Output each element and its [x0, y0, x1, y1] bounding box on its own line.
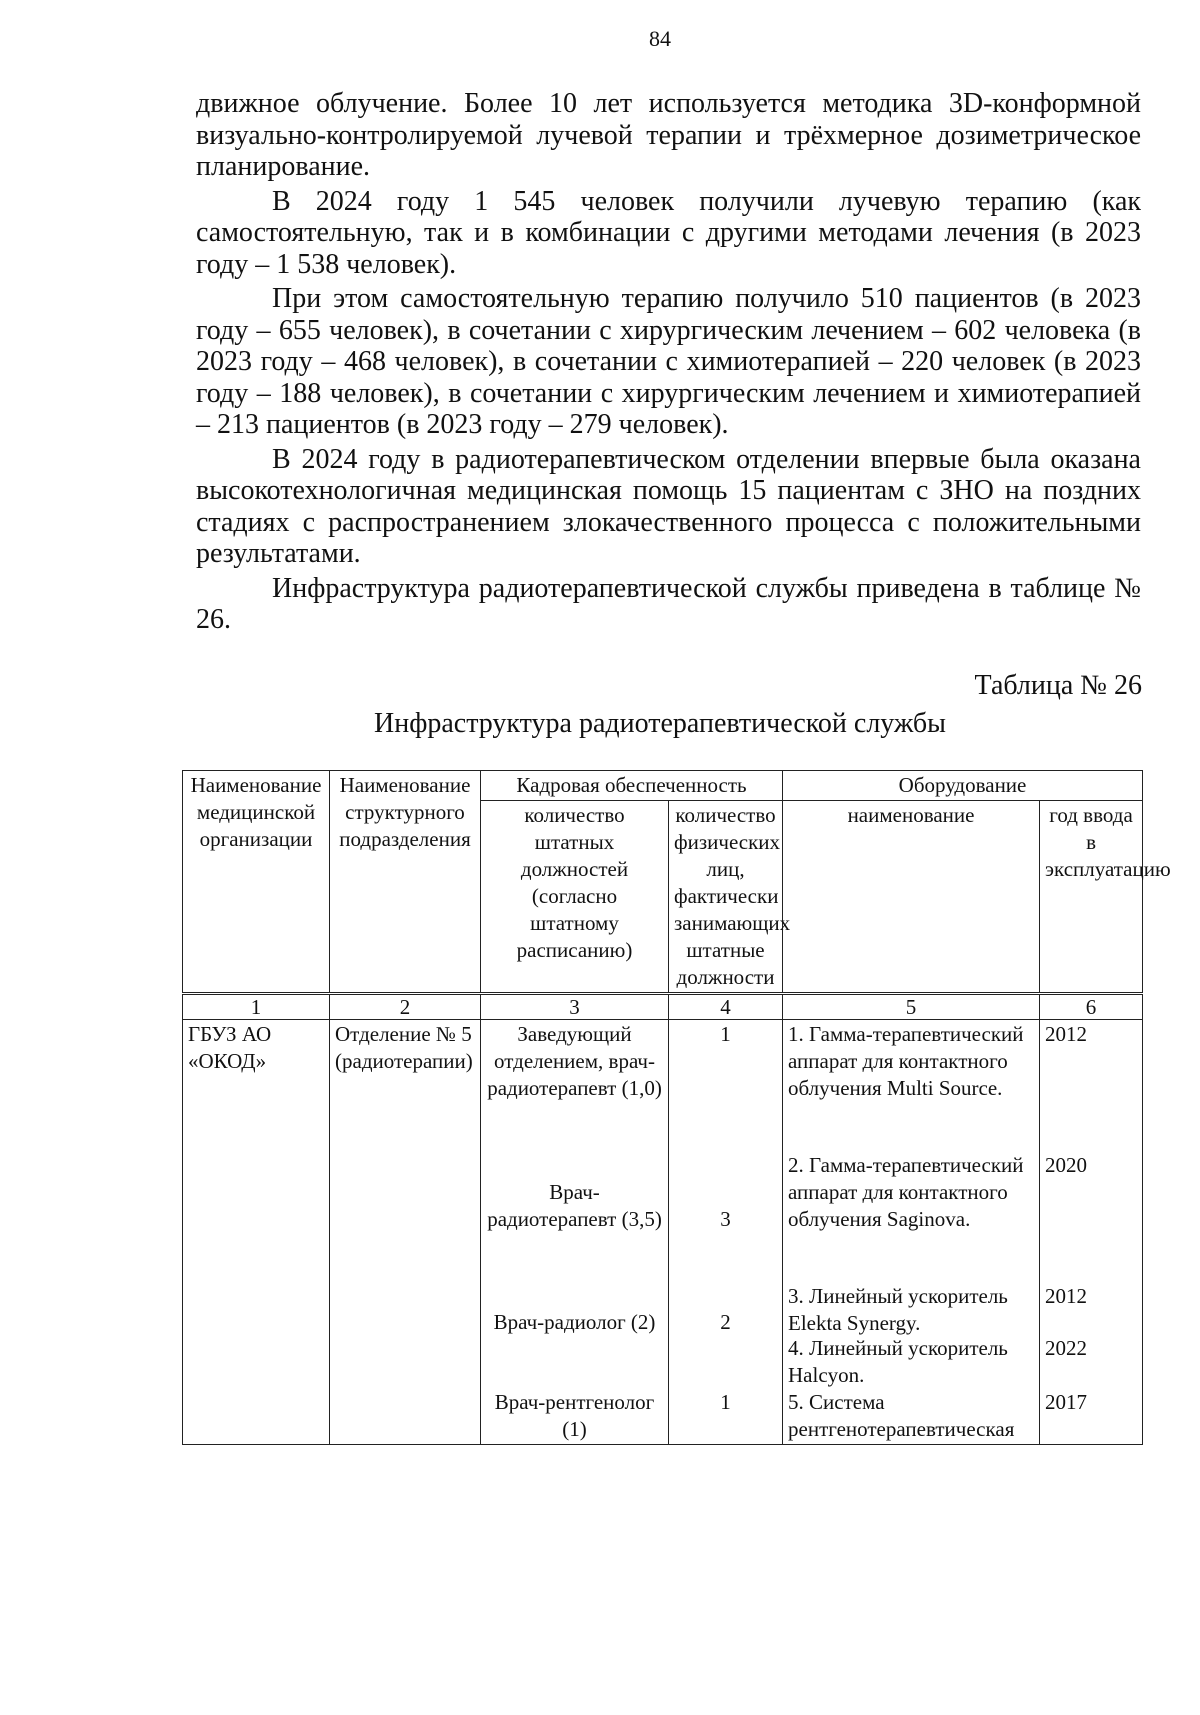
column-number: 4 — [669, 994, 783, 1020]
staff-position: Врач-радиолог (2) — [493, 1310, 656, 1334]
equipment-year: 2020 — [1045, 1153, 1088, 1177]
infrastructure-table — [182, 770, 1171, 1445]
table-title: Инфраструктура радиотерапевтической службы — [374, 708, 946, 739]
column-number: 1 — [183, 994, 330, 1020]
equipment-year: 2022 — [1045, 1336, 1088, 1360]
equipment-year: 2012 — [1045, 1284, 1088, 1308]
column-number: 3 — [481, 994, 669, 1020]
staff-position: Врач-радиотерапевт (3,5) — [487, 1180, 662, 1231]
equipment-name-cell — [783, 1020, 1040, 1445]
equipment-year-cell — [1040, 1020, 1143, 1445]
equipment-item: 5. Система рентгенотерапевтическая — [788, 1390, 1015, 1441]
paragraph: В 2024 году 1 545 человек получили лучевую терапию (как самостоятельную, так и в комбинации с другими методами лечения (в 2023 году – 1 538 человек). — [196, 185, 1141, 280]
staff-positions-cell — [481, 1020, 669, 1445]
staff-count: 2 — [720, 1310, 731, 1334]
table-row — [183, 1020, 1143, 1445]
equipment-item: 3. Линейный ускоритель Elekta Synergy. — [788, 1284, 1008, 1335]
equipment-year: 2012 — [1045, 1022, 1088, 1046]
page-number: 84 — [649, 26, 671, 51]
header-org: Наименование медицинской организации — [183, 771, 330, 994]
body-text — [196, 88, 1141, 639]
staff-count-cell — [669, 1020, 783, 1445]
header-equipment-name: наименование — [783, 801, 1040, 994]
table-number: Таблица № 26 — [974, 670, 1142, 701]
infrastructure-table-container — [182, 770, 1171, 1445]
paragraph: Инфраструктура радиотерапевтической службы приведена в таблице № 26. — [196, 572, 1141, 635]
header-staff-positions: количество штатных должностей (согласно штатному расписанию) — [481, 801, 669, 994]
header-unit: Наименование структурного подразделения — [330, 771, 481, 994]
header-staff-people: количество физических лиц, фактически занимающих штатные должности — [669, 801, 783, 994]
column-number-row — [183, 994, 1143, 1020]
staff-count: 1 — [720, 1022, 731, 1046]
equipment-item: 1. Гамма-терапевтический аппарат для контактного облучения Multi Source. — [788, 1022, 1024, 1100]
paragraph: При этом самостоятельную терапию получило 510 пациентов (в 2023 году – 655 человек), в сочетании с хирургическим лечением – 602 человека (в 2023 году – 468 человек), в сочетании с химиотерапией – 220 человек (в 2023 году – 188 человек), в сочетании с хирургическим лечением и химиотерапией – 213 пациентов (в 2023 году – 279 человек). — [196, 283, 1141, 440]
staff-position: Заведующий отделением, врач-радиотерапевт (1,0) — [487, 1022, 662, 1100]
staff-count: 1 — [720, 1390, 731, 1414]
column-number: 6 — [1040, 994, 1143, 1020]
equipment-item: 4. Линейный ускоритель Halcyon. — [788, 1336, 1008, 1387]
header-staff-group: Кадровая обеспеченность — [481, 771, 783, 801]
org-cell: ГБУЗ АО «ОКОД» — [183, 1020, 330, 1445]
header-equipment-year: год ввода в эксплуатацию — [1040, 801, 1143, 994]
header-equipment-group: Оборудование — [783, 771, 1143, 801]
staff-count: 3 — [720, 1207, 731, 1231]
unit-cell: Отделение № 5 (радиотерапии) — [330, 1020, 481, 1445]
staff-position: Врач-рентгенолог (1) — [494, 1390, 655, 1441]
paragraph: В 2024 году в радиотерапевтическом отделении впервые была оказана высокотехнологичная медицинская помощь 15 пациентам с ЗНО на поздних стадиях с распространением злокачественного процесса с положительными результатами. — [196, 443, 1141, 569]
column-number: 5 — [783, 994, 1040, 1020]
equipment-item: 2. Гамма-терапевтический аппарат для контактного облучения Saginova. — [788, 1153, 1024, 1231]
column-number: 2 — [330, 994, 481, 1020]
header-row — [183, 771, 1143, 801]
equipment-year: 2017 — [1045, 1390, 1088, 1414]
paragraph: движное облучение. Более 10 лет используется методика 3D-конформной визуально-контролируемой лучевой терапии и трёхмерное дозиметрическое планирование. — [196, 88, 1141, 182]
